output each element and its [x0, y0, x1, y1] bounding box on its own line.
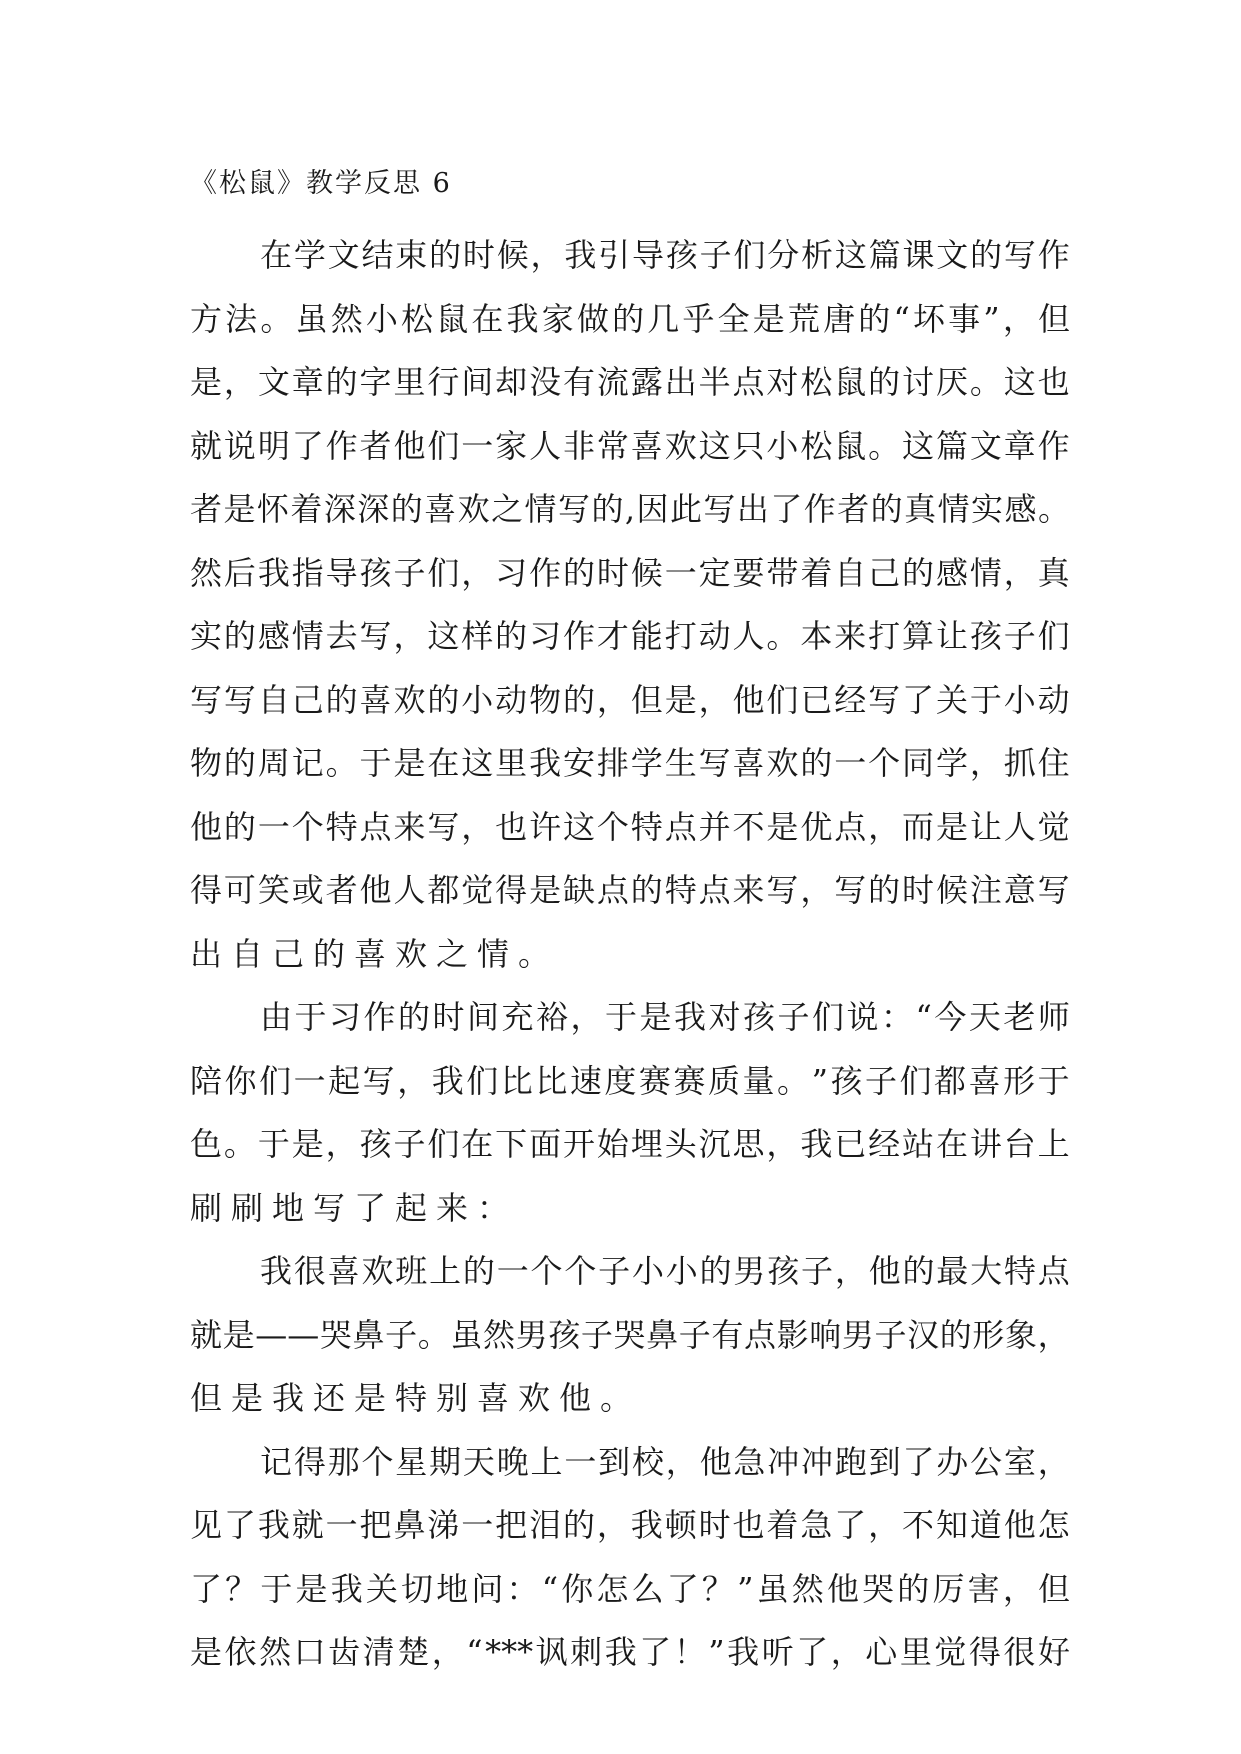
text-line: 刷刷地写了起来：: [190, 1188, 519, 1227]
text-line: 就 说 明 了 作 者 他 们 一 家 人 非 常 喜 欢 这 只 小 松 鼠 。 这 篇 文 章 作: [190, 426, 1070, 465]
text-line: 见 了 我 就 一 把 鼻 涕 一 把 泪 的 ， 我 顿 时 也 着 急 了 ， 不 知 道 他 怎: [190, 1506, 1070, 1544]
text-line: 出自己的喜欢之情。: [190, 934, 560, 973]
text-line: 是 ， 文 章 的 字 里 行 间 却 没 有 流 露 出 半 点 对 松 鼠 的 讨 厌 。 这 也: [190, 363, 1070, 401]
text-line: 写 写 自 己 的 喜 欢 的 小 动 物 的 ， 但 是 ， 他 们 已 经 写 了 关 于 小 动: [190, 680, 1070, 719]
text-line: 物 的 周 记 。 于 是 在 这 里 我 安 排 学 生 写 喜 欢 的 一 个 同 学 ， 抓 住: [190, 744, 1070, 782]
text-line: 了 ？ 于 是 我 关 切 地 问 ： “ 你 怎 么 了 ？ ” 虽 然 他 哭 的 厉 害 ， 但: [190, 1569, 1070, 1608]
text-line: 者 是 怀 着 深 深 的 喜 欢 之 情 写 的 , 因 此 写 出 了 作 者 的 真 情 实 感 。: [190, 490, 1070, 528]
text-line: 得 可 笑 或 者 他 人 都 觉 得 是 缺 点 的 特 点 来 写 ， 写 的 时 候 注 意 写: [190, 871, 1070, 909]
text-line: 在 学 文 结 束 的 时 候 ， 我 引 导 孩 子 们 分 析 这 篇 课 文 的 写 作: [260, 236, 1070, 274]
text-line: 我 很 喜 欢 班 上 的 一 个 个 子 小 小 的 男 孩 子 ， 他 的 最 大 特 点: [260, 1252, 1070, 1290]
text-line: 陪 你 们 一 起 写 ， 我 们 比 比 速 度 赛 赛 质 量 。 ” 孩 子 们 都 喜 形 于: [190, 1061, 1070, 1100]
text-line: 实 的 感 情 去 写 ， 这 样 的 习 作 才 能 打 动 人 。 本 来 打 算 让 孩 子 们: [190, 617, 1070, 655]
text-line: 就 是 —— 哭 鼻 子 。 虽 然 男 孩 子 哭 鼻 子 有 点 影 响 男 子 汉 的 形 象 ，: [190, 1315, 1070, 1354]
text-line: 然 后 我 指 导 孩 子 们 ， 习 作 的 时 候 一 定 要 带 着 自 己 的 感 情 ， 真: [190, 553, 1070, 592]
text-line: 他 的 一 个 特 点 来 写 ， 也 许 这 个 特 点 并 不 是 优 点 ， 而 是 让 人 觉: [190, 807, 1070, 846]
text-line: 是 依 然 口 齿 清 楚 ， “ *** 讽 刺 我 了 ！ ” 我 听 了 ， 心 里 觉 得 很 好: [190, 1633, 1070, 1671]
document-body: [190, 224, 1070, 1685]
document-title: 《松鼠》教学反思 6: [190, 168, 452, 199]
text-line: 由 于 习 作 的 时 间 充 裕 ， 于 是 我 对 孩 子 们 说 ： “ 今 天 老 师: [260, 998, 1070, 1036]
text-line: 但是我还是特别喜欢他。: [190, 1379, 642, 1417]
text-line: 记 得 那 个 星 期 天 晚 上 一 到 校 ， 他 急 冲 冲 跑 到 了 办 公 室 ，: [260, 1442, 1070, 1481]
text-line: 方 法 。 虽 然 小 松 鼠 在 我 家 做 的 几 乎 全 是 荒 唐 的 “ 坏 事 ” ， 但: [190, 299, 1070, 338]
text-line: 色 。 于 是 ， 孩 子 们 在 下 面 开 始 埋 头 沉 思 ， 我 已 经 站 在 讲 台 上: [190, 1125, 1070, 1163]
